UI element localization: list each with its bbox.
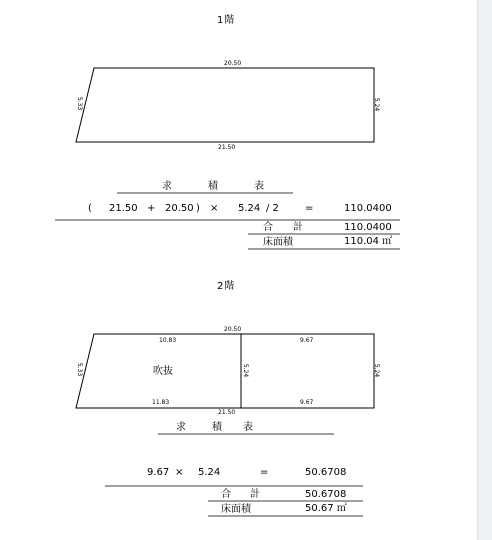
floor2-dim-left-top: 10.83 bbox=[159, 337, 177, 344]
floor2-outline bbox=[76, 334, 374, 408]
floor2-dim-mid: 5.24 bbox=[242, 363, 250, 378]
floor2-table-header-2: 積 bbox=[212, 422, 222, 433]
floor2-dim-left: 5.33 bbox=[76, 362, 84, 377]
floor2-void-label: 吹抜 bbox=[153, 366, 173, 377]
floor1-dim-left: 5.33 bbox=[76, 96, 84, 111]
floor2-calc-a: 9.67 bbox=[147, 467, 170, 478]
floor2-calc-eq: = bbox=[260, 467, 269, 478]
floor1-dim-bottom: 21.50 bbox=[218, 144, 236, 151]
floor1-table-header-3: 表 bbox=[254, 181, 264, 192]
floor2-dim-right-top: 9.67 bbox=[300, 337, 314, 344]
floor2-calc-result: 50.6708 bbox=[305, 467, 347, 478]
floor2-dim-bottom: 21.50 bbox=[218, 409, 236, 416]
floor1-outline bbox=[76, 68, 374, 142]
floor1-area-value: 110.04 ㎡ bbox=[344, 236, 393, 247]
floor1-calc-close: ) bbox=[196, 203, 200, 214]
floor1-calc-h: 5.24 bbox=[238, 203, 261, 214]
floor2-calc-b: 5.24 bbox=[198, 467, 221, 478]
floor1-calc-b: 20.50 bbox=[165, 203, 194, 214]
floor1-calc-eq: = bbox=[305, 203, 314, 214]
floor1-calc-open: ( bbox=[88, 203, 92, 214]
floor1-dim-top: 20.50 bbox=[224, 60, 242, 67]
floor1-total-label-1: 合 bbox=[263, 222, 273, 233]
floor2-calc-times: × bbox=[175, 467, 184, 478]
floor1-title: 1階 bbox=[217, 15, 236, 26]
floor1-total-label-2: 計 bbox=[293, 222, 303, 233]
floor1-calc-times: × bbox=[210, 203, 219, 214]
floor2-total-label-2: 計 bbox=[250, 489, 260, 500]
floor2-total-label-1: 合 bbox=[221, 489, 231, 500]
floor2-area-label: 床面積 bbox=[221, 504, 251, 515]
floor1-calc-result: 110.0400 bbox=[344, 203, 392, 214]
floor1-calc-plus: + bbox=[147, 203, 156, 214]
floor2-total-value: 50.6708 bbox=[305, 489, 347, 500]
floor2-title: 2階 bbox=[217, 281, 236, 292]
floor2-table-header-1: 求 bbox=[176, 422, 186, 433]
floor1-calc-div: / 2 bbox=[266, 203, 279, 214]
floor2-dim-right-bottom: 9.67 bbox=[300, 399, 314, 406]
floor1-total-value: 110.0400 bbox=[344, 222, 392, 233]
floor2-area-value: 50.67 ㎡ bbox=[305, 503, 347, 514]
floor1-table-header-1: 求 bbox=[162, 181, 172, 192]
floor1-dim-right: 5.24 bbox=[373, 97, 381, 112]
floor2-dim-right: 5.24 bbox=[373, 363, 381, 378]
floor2-dim-top: 20.50 bbox=[224, 326, 242, 333]
floor2-table-header-3: 表 bbox=[243, 422, 253, 433]
floor1-calc-a: 21.50 bbox=[109, 203, 138, 214]
floor1-table-header-2: 積 bbox=[208, 181, 218, 192]
floor1-area-label: 床面積 bbox=[263, 237, 293, 248]
floor2-dim-left-bottom: 11.83 bbox=[152, 399, 170, 406]
